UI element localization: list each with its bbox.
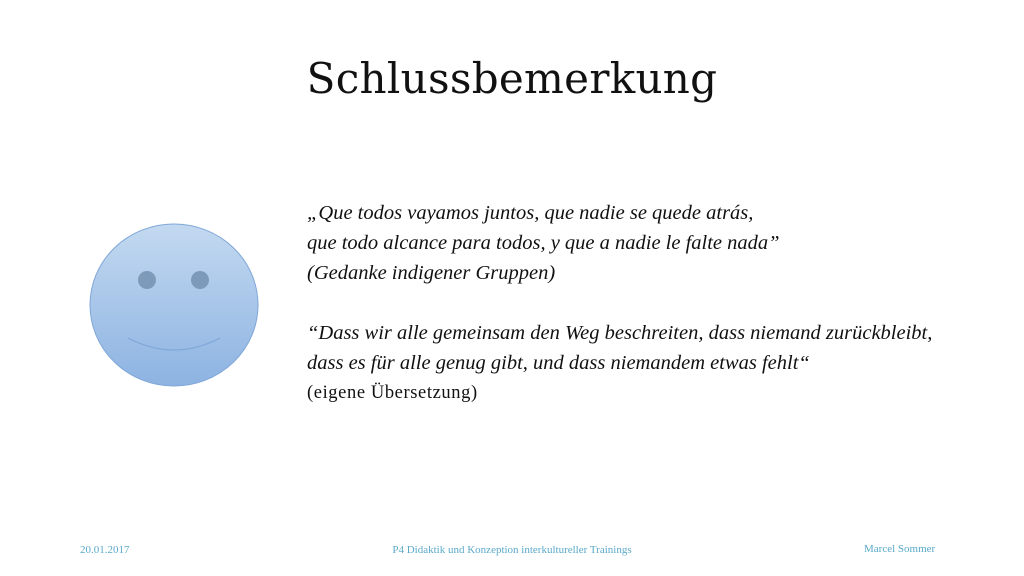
smiley-face-circle <box>90 224 258 386</box>
footer-date: 20.01.2017 <box>80 544 130 556</box>
quote-german-line-1: “Dass wir alle gemeinsam den Weg beschreiten, dass niemand zurückbleibt, <box>307 322 933 344</box>
smiley-left-eye <box>138 271 156 289</box>
quote-german-line-2: dass es für alle genug gibt, und dass niemandem etwas fehlt“ <box>307 352 810 374</box>
quote-spanish-line-1: „Que todos vayamos juntos, que nadie se quede atrás, <box>307 202 754 224</box>
quote-spacer <box>307 288 1007 318</box>
quote-spanish-source: (Gedanke indigener Gruppen) <box>307 262 556 284</box>
quote-spanish-line-2: que todo alcance para todos, y que a nadie le falte nada” <box>307 232 780 254</box>
smiley-face-icon <box>88 222 260 388</box>
smiley-right-eye <box>191 271 209 289</box>
quote-german-source: (eigene Übersetzung) <box>307 383 478 403</box>
slide-title: Schlussbemerkung <box>306 54 718 103</box>
quote-block <box>307 198 1007 408</box>
footer-author: Marcel Sommer <box>864 543 936 555</box>
footer-course-title: P4 Didaktik und Konzeption interkultureller Trainings <box>392 544 632 556</box>
